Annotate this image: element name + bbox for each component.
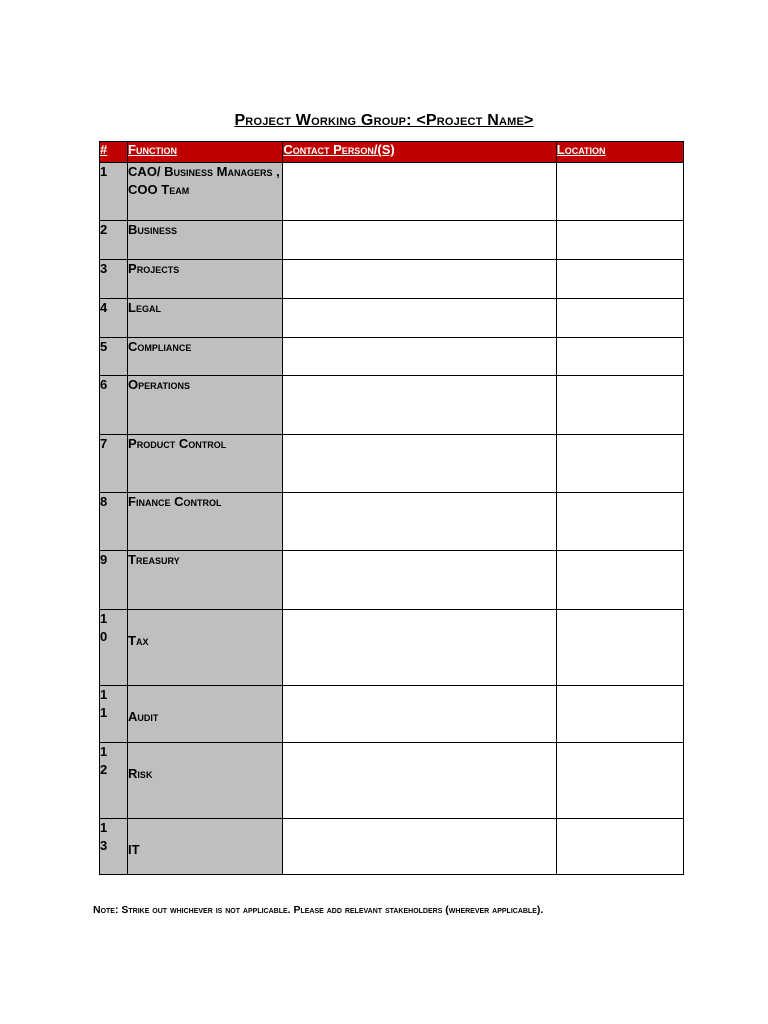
- row-contact-cell[interactable]: [283, 299, 556, 338]
- row-function: Legal: [128, 299, 283, 338]
- row-function: Product Control: [128, 435, 283, 493]
- row-function: Treasury: [128, 551, 283, 610]
- header-contact: Contact Person/(S): [283, 142, 556, 163]
- row-contact-cell[interactable]: [283, 610, 556, 686]
- row-contact-cell[interactable]: [283, 338, 556, 376]
- table-row: [100, 221, 684, 260]
- row-function: Operations: [128, 376, 283, 435]
- row-number: 9: [100, 551, 128, 610]
- row-number: 1 3: [100, 819, 128, 875]
- row-function: Finance Control: [128, 493, 283, 551]
- row-location-cell[interactable]: [556, 338, 683, 376]
- working-group-table: [99, 141, 684, 875]
- row-contact-cell[interactable]: [283, 163, 556, 221]
- row-function: CAO/ Business Managers , COO Team: [128, 163, 283, 221]
- table-row: [100, 686, 684, 743]
- row-number: 5: [100, 338, 128, 376]
- table-row: [100, 299, 684, 338]
- row-number: 2: [100, 221, 128, 260]
- document-title: Project Working Group: <Project Name>: [234, 112, 534, 129]
- header-location: Location: [556, 142, 683, 163]
- row-location-cell[interactable]: [556, 493, 683, 551]
- table-row: [100, 819, 684, 875]
- row-contact-cell[interactable]: [283, 819, 556, 875]
- row-location-cell[interactable]: [556, 819, 683, 875]
- row-contact-cell[interactable]: [283, 493, 556, 551]
- row-number: 1 0: [100, 610, 128, 686]
- row-number: 4: [100, 299, 128, 338]
- table-row: [100, 743, 684, 819]
- footnote: Note: Strike out whichever is not applicable. Please add relevant stakeholders (wherever applicable).: [93, 904, 544, 916]
- row-location-cell[interactable]: [556, 221, 683, 260]
- row-function: Audit: [128, 686, 283, 743]
- row-location-cell[interactable]: [556, 376, 683, 435]
- table-row: [100, 338, 684, 376]
- row-contact-cell[interactable]: [283, 743, 556, 819]
- table-row: [100, 610, 684, 686]
- row-location-cell[interactable]: [556, 743, 683, 819]
- row-function: Compliance: [128, 338, 283, 376]
- row-number: 1: [100, 163, 128, 221]
- row-number: 6: [100, 376, 128, 435]
- header-function: Function: [128, 142, 283, 163]
- row-location-cell[interactable]: [556, 260, 683, 299]
- row-contact-cell[interactable]: [283, 260, 556, 299]
- row-function: Tax: [128, 610, 283, 686]
- row-number: 8: [100, 493, 128, 551]
- table-row: [100, 376, 684, 435]
- row-location-cell[interactable]: [556, 686, 683, 743]
- table-header-row: [100, 142, 684, 163]
- row-contact-cell[interactable]: [283, 686, 556, 743]
- row-location-cell[interactable]: [556, 435, 683, 493]
- row-function: Risk: [128, 743, 283, 819]
- row-location-cell[interactable]: [556, 163, 683, 221]
- table-row: [100, 551, 684, 610]
- row-location-cell[interactable]: [556, 551, 683, 610]
- row-contact-cell[interactable]: [283, 551, 556, 610]
- header-num: #: [100, 142, 128, 163]
- row-contact-cell[interactable]: [283, 376, 556, 435]
- row-function: Business: [128, 221, 283, 260]
- row-contact-cell[interactable]: [283, 221, 556, 260]
- row-number: 7: [100, 435, 128, 493]
- row-number: 1 1: [100, 686, 128, 743]
- row-location-cell[interactable]: [556, 299, 683, 338]
- table-row: [100, 163, 684, 221]
- table-row: [100, 493, 684, 551]
- table-row: [100, 260, 684, 299]
- row-contact-cell[interactable]: [283, 435, 556, 493]
- row-function: IT: [128, 819, 283, 875]
- row-location-cell[interactable]: [556, 610, 683, 686]
- row-number: 3: [100, 260, 128, 299]
- row-function: Projects: [128, 260, 283, 299]
- row-number: 1 2: [100, 743, 128, 819]
- table-row: [100, 435, 684, 493]
